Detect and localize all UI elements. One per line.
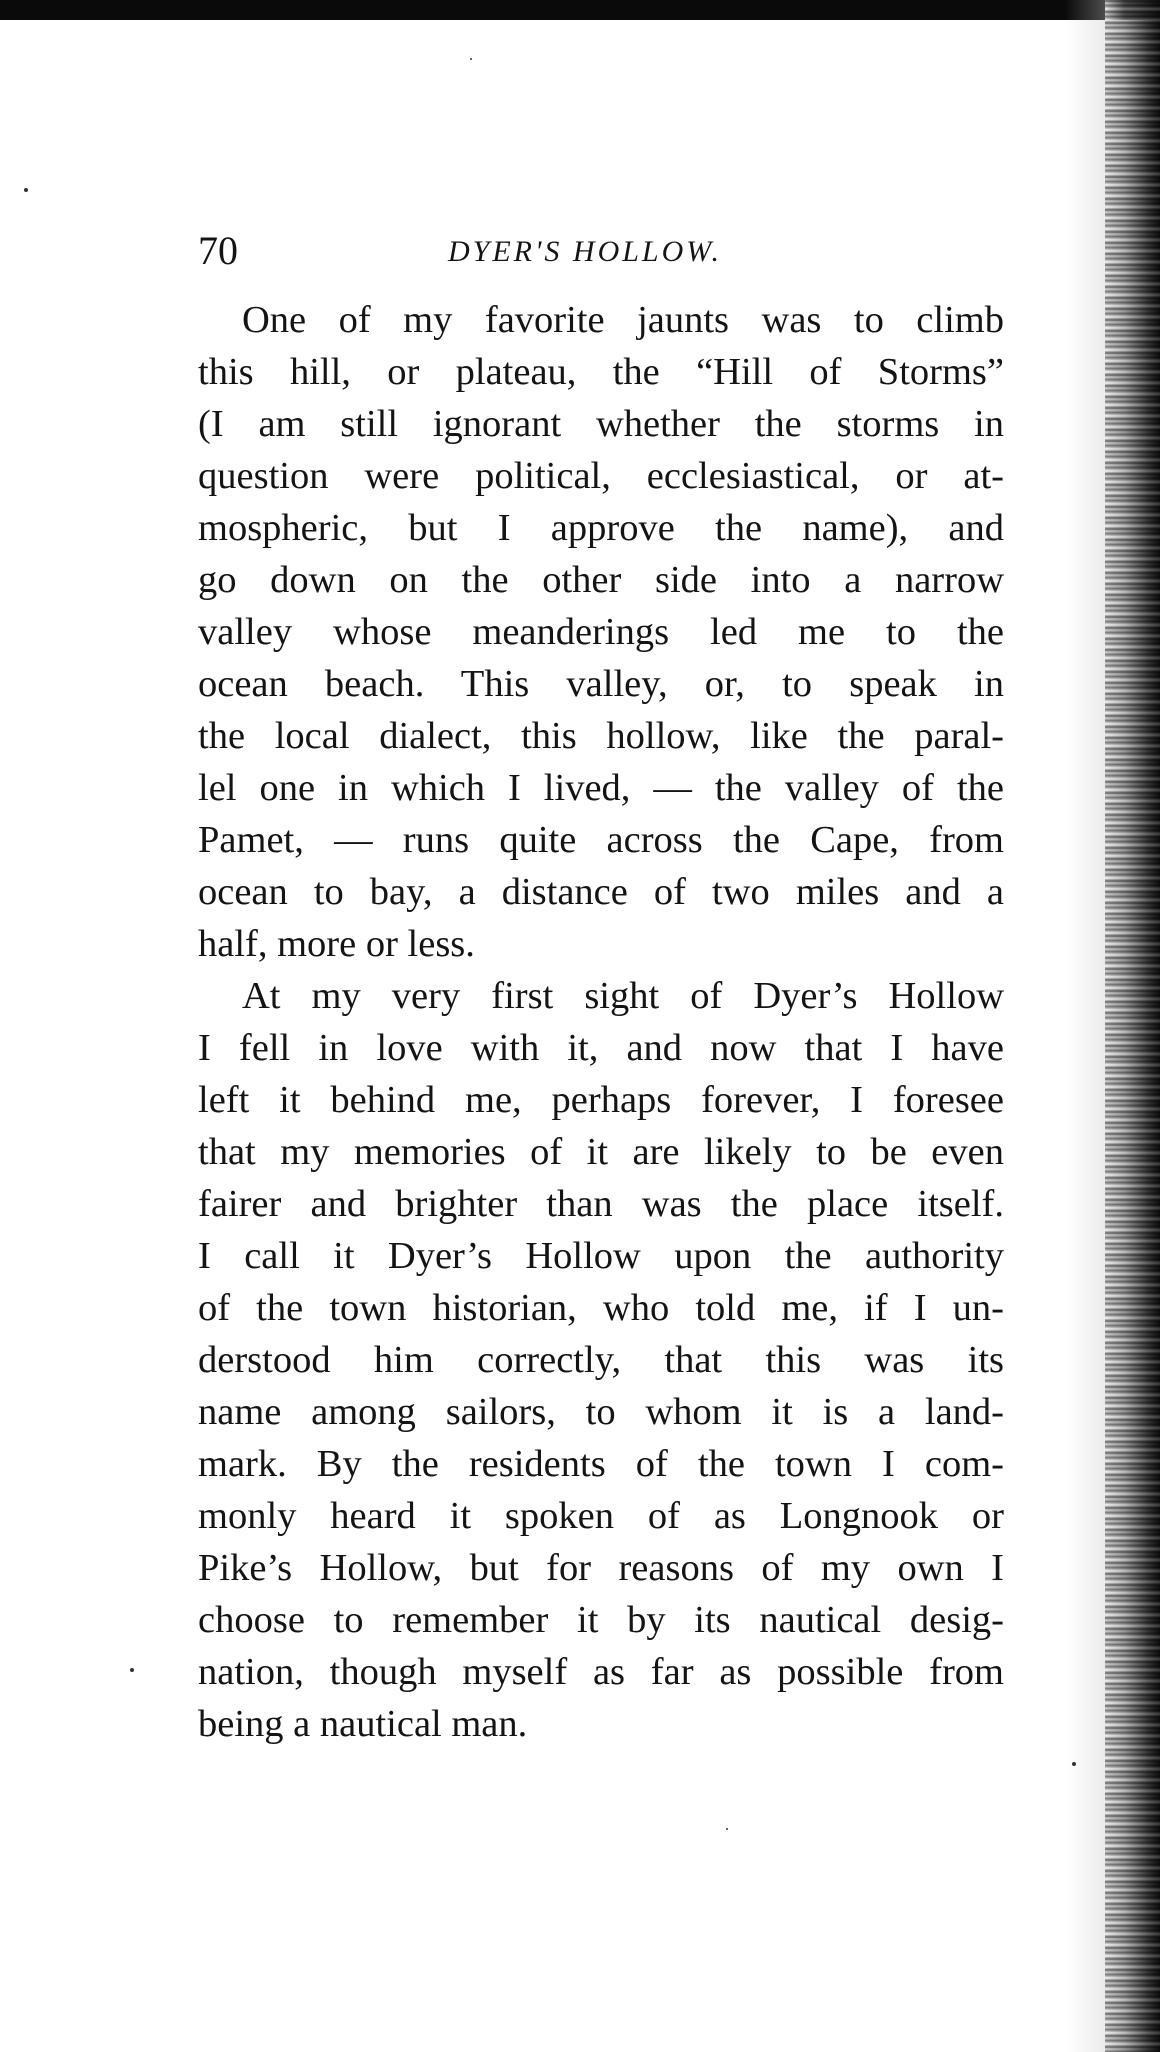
text-line: One of my favorite jaunts was to climb [242, 299, 1004, 341]
text-line: being a nautical man. [198, 1703, 528, 1745]
scan-speck [470, 58, 472, 60]
text-line: valley whose meanderings led me to the [198, 611, 1004, 653]
text-line: monly heard it spoken of as Longnook or [198, 1495, 1004, 1537]
page-number: 70 [198, 228, 238, 273]
text-line: (I am still ignorant whether the storms in [198, 403, 1004, 445]
scan-top-border [0, 0, 1160, 20]
scan-page-edge [1105, 0, 1160, 2052]
paragraph [198, 294, 1004, 970]
text-line: Pamet, — runs quite across the Cape, from [198, 819, 1004, 861]
text-line: this hill, or plateau, the “Hill of Storms” [198, 351, 1004, 393]
text-line: I call it Dyer’s Hollow upon the authority [198, 1235, 1004, 1277]
body-text [198, 294, 1004, 1750]
scan-speck [24, 188, 28, 192]
text-line: choose to remember it by its nautical desig- [198, 1599, 1004, 1641]
text-line: half, more or less. [198, 923, 475, 965]
text-line: ocean to bay, a distance of two miles and a [198, 871, 1004, 913]
text-line: ocean beach. This valley, or, to speak in [198, 663, 1004, 705]
scan-edge-shadow [1065, 0, 1105, 2052]
text-line: derstood him correctly, that this was its [198, 1339, 1004, 1381]
text-line: that my memories of it are likely to be even [198, 1131, 1004, 1173]
text-line: At my very first sight of Dyer’s Hollow [242, 975, 1004, 1017]
text-line: name among sailors, to whom it is a land- [198, 1391, 1004, 1433]
text-line: the local dialect, this hollow, like the paral- [198, 715, 1004, 757]
scan-speck [1072, 1762, 1076, 1766]
text-line: of the town historian, who told me, if I un- [198, 1287, 1004, 1329]
running-head [198, 226, 768, 276]
text-line: mark. By the residents of the town I com- [198, 1443, 1004, 1485]
running-title: DYER'S HOLLOW. [448, 235, 723, 268]
text-line: go down on the other side into a narrow [198, 559, 1004, 601]
text-line: lel one in which I lived, — the valley of the [198, 767, 1004, 809]
text-line: I fell in love with it, and now that I have [198, 1027, 1004, 1069]
scan-speck [130, 1668, 134, 1672]
text-line: nation, though myself as far as possible from [198, 1651, 1004, 1693]
paragraph [198, 970, 1004, 1750]
text-line: Pike’s Hollow, but for reasons of my own I [198, 1547, 1004, 1589]
text-line: left it behind me, perhaps forever, I foresee [198, 1079, 1004, 1121]
text-line: fairer and brighter than was the place itself. [198, 1183, 1004, 1225]
scan-speck [726, 1828, 728, 1830]
text-line: question were political, ecclesiastical, or at- [198, 455, 1004, 497]
text-line: mospheric, but I approve the name), and [198, 507, 1004, 549]
